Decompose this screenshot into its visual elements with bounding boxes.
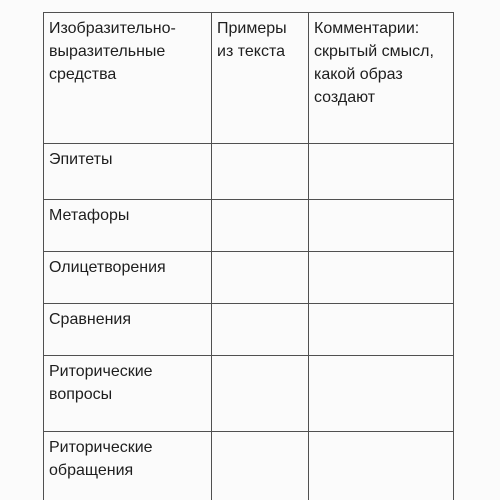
device-cell [44, 304, 212, 356]
comments-cell[interactable] [309, 304, 454, 356]
header-devices-label: Изобразительно-выразительные средства [49, 20, 176, 83]
examples-cell[interactable] [212, 144, 309, 200]
comments-cell[interactable] [309, 252, 454, 304]
comments-cell[interactable] [309, 200, 454, 252]
device-label: Метафоры [49, 207, 130, 224]
table-row [44, 252, 454, 304]
comments-cell[interactable] [309, 432, 454, 500]
comments-cell[interactable] [309, 356, 454, 432]
literary-devices-table [43, 12, 454, 500]
device-label: Олицетворения [49, 259, 166, 276]
device-cell [44, 252, 212, 304]
device-label: Риторические обращения [49, 439, 153, 479]
examples-cell[interactable] [212, 200, 309, 252]
header-examples-label: Примеры из текста [217, 20, 287, 60]
comments-cell[interactable] [309, 144, 454, 200]
table-header-row [44, 13, 454, 144]
examples-cell[interactable] [212, 356, 309, 432]
table-row [44, 432, 454, 500]
device-label: Риторические вопросы [49, 363, 153, 403]
device-cell [44, 432, 212, 500]
table-row [44, 304, 454, 356]
device-cell [44, 200, 212, 252]
header-comments-label: Комментарии: скрытый смысл, какой образ создают [314, 20, 434, 106]
header-comments [309, 13, 454, 144]
device-label: Сравнения [49, 311, 132, 328]
examples-cell[interactable] [212, 252, 309, 304]
device-label: Эпитеты [49, 151, 113, 168]
table-row [44, 144, 454, 200]
header-examples [212, 13, 309, 144]
table-row [44, 356, 454, 432]
header-devices [44, 13, 212, 144]
examples-cell[interactable] [212, 432, 309, 500]
device-cell [44, 356, 212, 432]
table-row [44, 200, 454, 252]
examples-cell[interactable] [212, 304, 309, 356]
device-cell [44, 144, 212, 200]
